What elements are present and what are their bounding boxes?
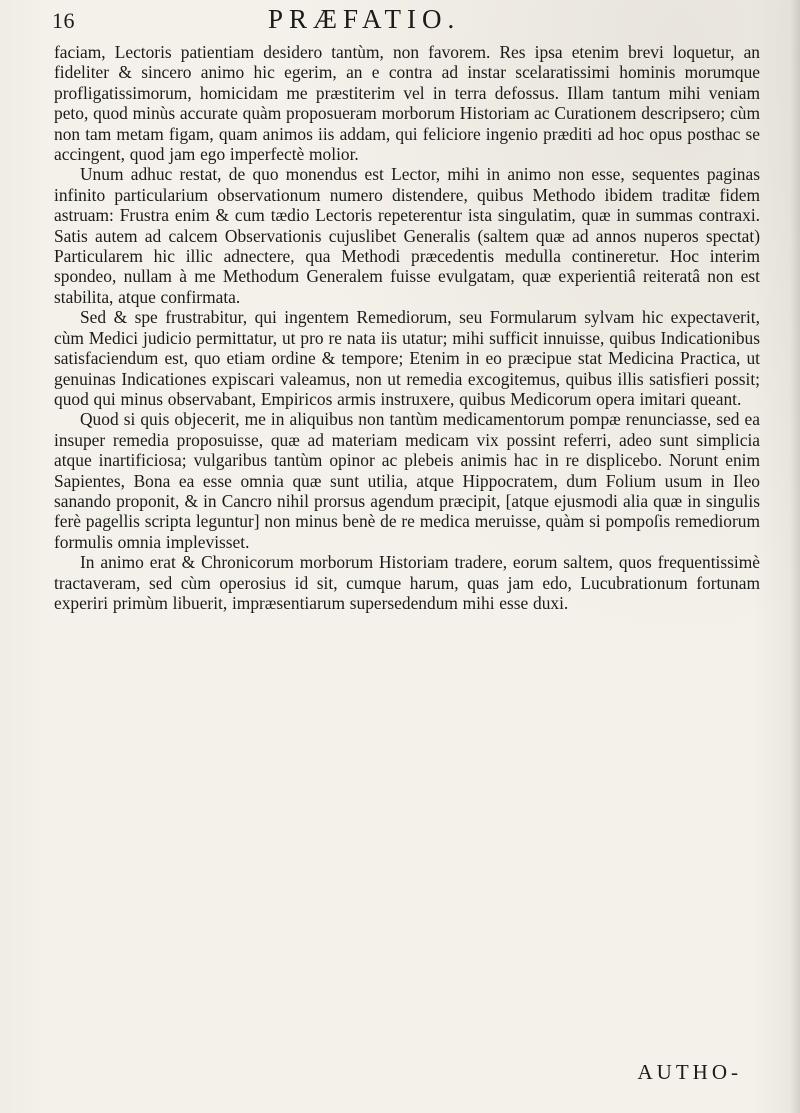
page-edge-shadow [790,0,800,1113]
running-head [52,2,752,38]
paragraph-4: Quod si quis objecerit, me in aliquibus non tantùm medicamentorum pompæ renunciasse, sed ea insuper remedia proposuisse, quæ ad materiam medicam vix possint referri, adeo sunt simplicia atque inartificiosa; vulgaribus tantùm opinor ac plebeis animis hac in re displicebo. Norunt enim Sapientes, Bona ea esse omnia quæ sunt utilia, atque Hippocratem, dum Folium usum in Ileo sanando proponit, & in Cancro nihil prorsus agendum præcipit, [atque ejusmodi alia quæ in singulis ferè pagellis scripta leguntur] non minus benè de re medica meruisse, quàm si pompoſis remediorum formulis omnia implevisset. [54,409,760,552]
paragraph-3: Sed & spe frustrabitur, qui ingentem Remediorum, seu Formularum sylvam hic expectaverit, cùm Medici judicio permittatur, ut pro re nata iis utatur; mihi sufficit innuisse, quibus Indicationibus satisfaciendum est, quo etiam ordine & tempore; Etenim in eo præcipue stat Medicina Practica, ut genuinas Indicationes expiscari valeamus, non ut remedia excogitemus, quibus illis satisfieri possit; quod qui minus observabant, Empiricos armis instruxere, quibus Medicorum opera imitari queant. [54,307,760,409]
body-text [54,42,760,613]
paragraph-1: faciam, Lectoris patientiam desidero tantùm, non favorem. Res ipsa etenim brevi loquetur, an fideliter & sincero animo hic egerim, an e contra ad instar scelaratissimi hominis morumque profligatissimorum, homicidam me præstiterim vel in terra defossus. Illam tantum mihi veniam peto, quod minùs accurate quàm proposueram morborum Historiam ac Curationem descripsero; cùm non tam metam figam, quam animos iis addam, qui feliciore ingenio præditi ad hoc opus posthac se accingent, quod jam ego imperfectè molior. [54,42,760,165]
paragraph-5: In animo erat & Chronicorum morborum Historiam tradere, eorum saltem, quos frequentissimè tractaveram, sed cùm operosius id sit, cumque harum, quas jam edo, Lucubrationum fortunam experiri primùm libuerit, impræsentiarum supersedendum mihi esse duxi. [54,552,760,613]
section-title: PRÆFATIO. [268,4,461,34]
page-number: 16 [52,8,75,33]
catchword: AUTHO- [637,1060,742,1084]
paragraph-2: Unum adhuc restat, de quo monendus est Lector, mihi in animo non esse, sequentes paginas infinito particularium observationum numero distendere, quibus Methodo ibidem traditæ fidem astruam: Frustra enim & cum tædio Lectoris repeterentur ista singulatim, quæ in summas contraxi. Satis autem ad calcem Observationis cujuslibet Generalis (saltem quæ ad annos nuperos spectat) Particularem hic illic adnectere, qua Methodi præcedentis medulla contineretur. Hoc interim spondeo, nullam à me Methodum Generalem fuisse evulgatam, quæ experientiâ reiteratâ non est stabilita, atque confirmata. [54,164,760,307]
